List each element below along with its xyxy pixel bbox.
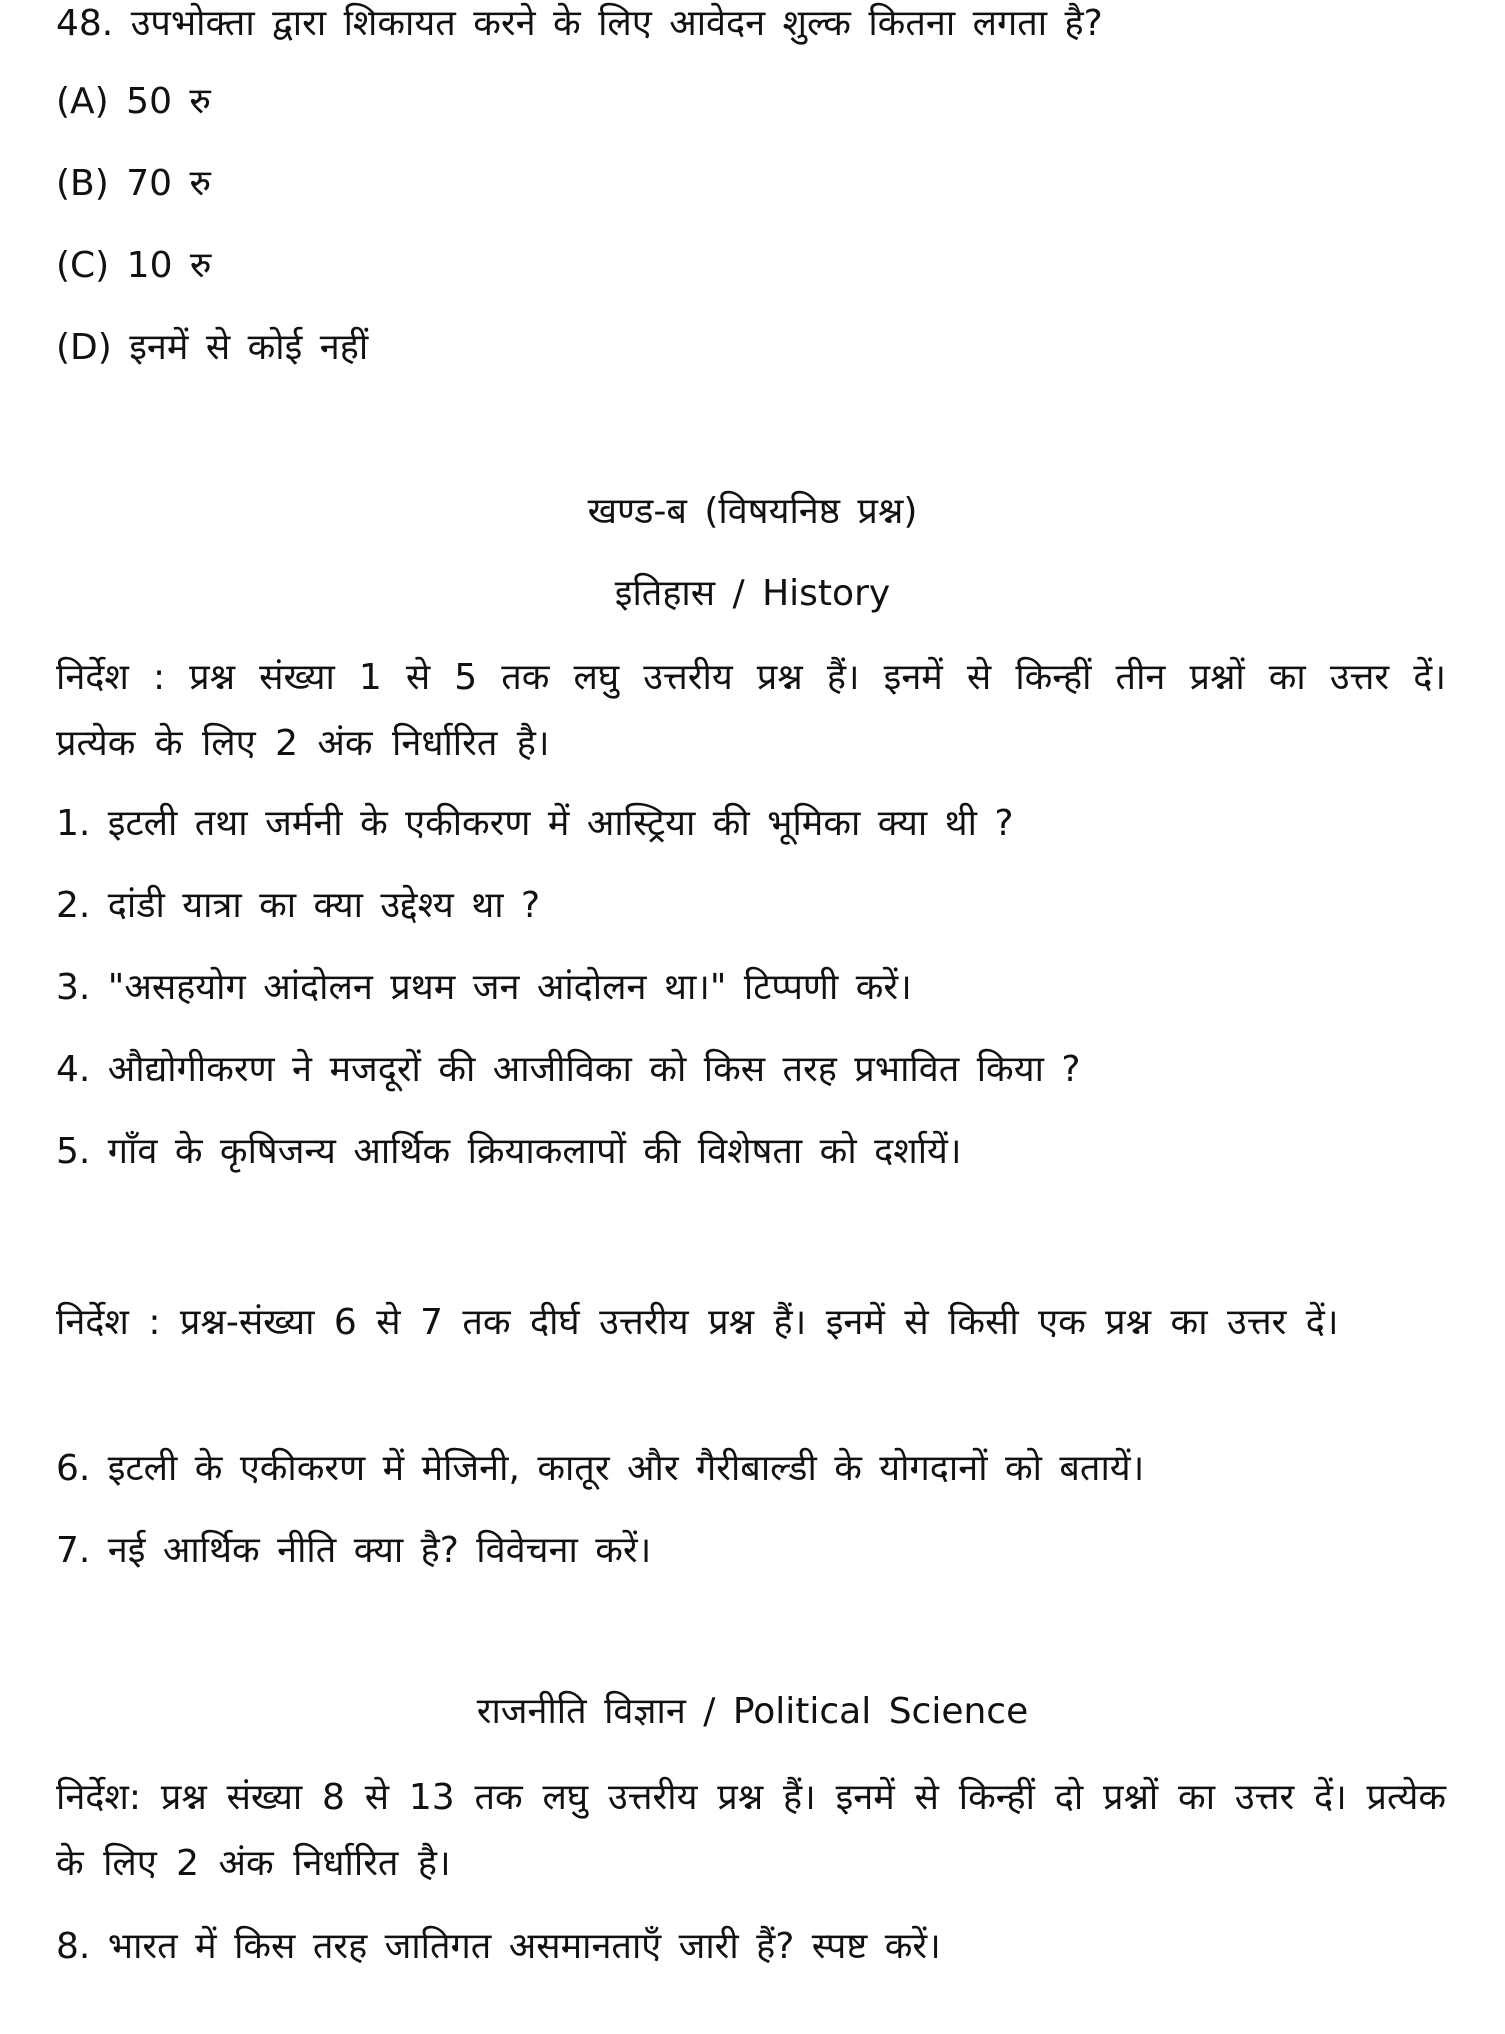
history-instruction-short: निर्देश : प्रश्न संख्या 1 से 5 तक लघु उत्तरीय प्रश्न हैं। इनमें से किन्हीं तीन प्रश्नों का उत्तर दें। प्रत्येक के लिए 2 अंक निर्धारित है।	[56, 657, 1446, 764]
political-science-question-8: 8. भारत में किस तरह जातिगत असमानताएँ जारी हैं? स्पष्ट करें।	[56, 1926, 941, 1967]
history-instruction-long: निर्देश : प्रश्न-संख्या 6 से 7 तक दीर्घ उत्तरीय प्रश्न हैं। इनमें से किसी एक प्रश्न का उत्तर दें।	[56, 1302, 1339, 1343]
history-question-6: 6. इटली के एकीकरण में मेजिनी, कातूर और गैरीबाल्डी के योगदानों को बतायें।	[56, 1448, 1145, 1489]
history-question-7: 7. नई आर्थिक नीति क्या है? विवेचना करें।	[56, 1530, 652, 1571]
history-question-1: 1. इटली तथा जर्मनी के एकीकरण में आस्ट्रिया की भूमिका क्या थी ?	[56, 803, 1014, 844]
mcq-question-48: 48. उपभोक्ता द्वारा शिकायत करने के लिए आवेदन शुल्क कितना लगता है?	[56, 3, 1103, 44]
political-science-instruction: निर्देश: प्रश्न संख्या 8 से 13 तक लघु उत्तरीय प्रश्न हैं। इनमें से किन्हीं दो प्रश्नों का उत्तर दें। प्रत्येक के लिए 2 अंक निर्धारित है।	[56, 1777, 1446, 1884]
mcq-option-c: (C) 10 रु	[56, 245, 212, 286]
political-science-heading: राजनीति विज्ञान / Political Science	[476, 1691, 1029, 1732]
history-question-5: 5. गाँव के कृषिजन्य आर्थिक क्रियाकलापों की विशेषता को दर्शायें।	[56, 1131, 962, 1172]
history-heading: इतिहास / History	[614, 573, 891, 614]
mcq-option-b: (B) 70 रु	[56, 163, 212, 204]
history-question-4: 4. औद्योगीकरण ने मजदूरों की आजीविका को किस तरह प्रभावित किया ?	[56, 1049, 1081, 1090]
history-question-2: 2. दांडी यात्रा का क्या उद्देश्य था ?	[56, 885, 541, 926]
mcq-option-d: (D) इनमें से कोई नहीं	[56, 327, 369, 368]
mcq-option-a: (A) 50 रु	[56, 81, 211, 122]
history-question-3: 3. "असहयोग आंदोलन प्रथम जन आंदोलन था।" टिप्पणी करें।	[56, 967, 912, 1008]
section-b-title: खण्ड-ब (विषयनिष्ठ प्रश्न)	[587, 491, 918, 532]
